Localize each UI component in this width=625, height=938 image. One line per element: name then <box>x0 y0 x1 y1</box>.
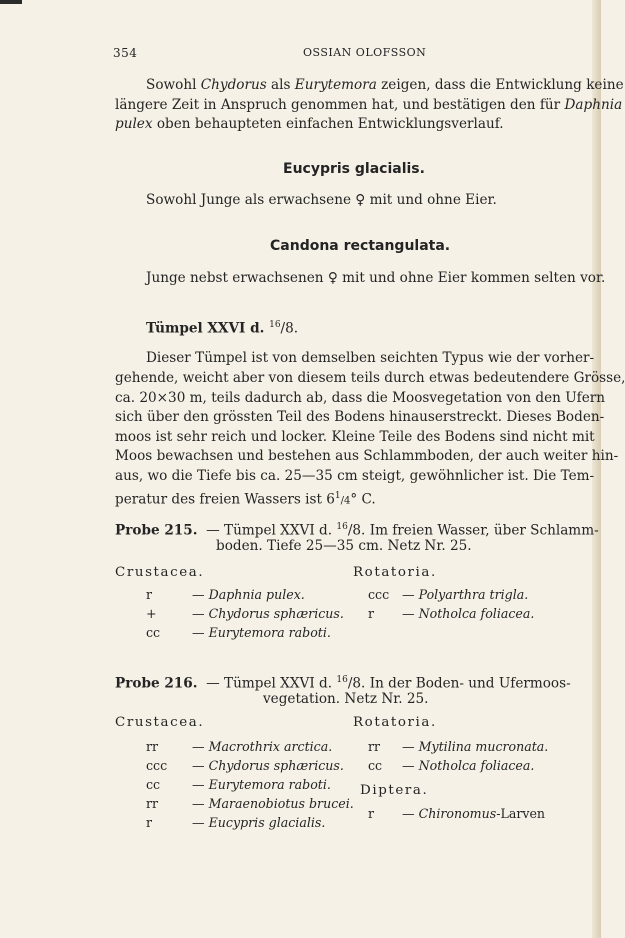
intro-line-3: pulex oben behaupteten einfachen Entwicklungsverlauf. <box>115 116 504 132</box>
list-item: rr — Macrothrix arctica. <box>146 739 333 754</box>
probe-216-diptera-title: Diptera. <box>360 783 429 798</box>
probe-216-line-2: vegetation. Netz Nr. 25. <box>263 691 429 707</box>
probe-215-crustacea-title: Crustacea. <box>115 565 205 580</box>
probe-216-diptera-item: r — Chironomus-Larven <box>368 806 546 821</box>
list-item: r — Daphnia pulex. <box>146 587 305 602</box>
species-heading-candona: Candona rectangulata. <box>270 238 451 254</box>
list-item: cc — Notholca foliacea. <box>368 758 535 773</box>
list-item: cc — Eurytemora raboti. <box>146 777 331 792</box>
eucypris-text: Sowohl Junge als erwachsene ♀ mit und ohne Eier. <box>146 192 497 208</box>
tumpel-text-line-3: ca. 20×30 m, teils dadurch ab, dass die Moosvegetation von den Ufern <box>115 390 606 406</box>
probe-216-crustacea-list <box>146 737 354 832</box>
list-item: r — Notholca foliacea. <box>368 606 535 621</box>
intro-line-1: Sowohl Chydorus als Eurytemora zeigen, dass die Entwicklung keine <box>146 77 624 93</box>
probe-215-line-1: Probe 215. — Tümpel XXVI d. $^{16}$/8. Im freien Wasser, über Schlamm- <box>115 522 599 539</box>
tumpel-text-line-2: gehende, weicht aber von diesem teils durch etwas bedeutendere Grösse, <box>115 370 625 386</box>
probe-215-rotatoria-title: Rotatoria. <box>353 565 437 580</box>
probe-216-crustacea-title: Crustacea. <box>115 715 205 730</box>
tumpel-heading: Tümpel XXVI d. $^{16}$/8. <box>146 320 299 337</box>
list-item: + — Chydorus sphæricus. <box>146 606 344 621</box>
probe-216-rotatoria-list <box>368 737 548 775</box>
tumpel-text-line-4: sich über den grössten Teil des Bodens hinauserstreckt. Dieses Boden- <box>115 409 605 425</box>
list-item: rr — Mytilina mucronata. <box>368 739 549 754</box>
list-item: ccc — Polyarthra trigla. <box>368 587 529 602</box>
list-item: cc — Eurytemora raboti. <box>146 625 331 640</box>
running-title: OSSIAN OLOFSSON <box>303 46 427 59</box>
tumpel-text-line-6: Moos bewachsen und bestehen aus Schlammboden, der auch weiter hin- <box>115 448 619 464</box>
list-item: ccc — Chydorus sphæricus. <box>146 758 344 773</box>
probe-216-rotatoria-title: Rotatoria. <box>353 715 437 730</box>
list-item: rr — Maraenobiotus brucei. <box>146 796 354 811</box>
top-edge-mark <box>0 0 22 4</box>
probe-215-line-2: boden. Tiefe 25—35 cm. Netz Nr. 25. <box>216 538 472 554</box>
tumpel-text-line-8: peratur des freien Wassers ist $6^1/4^\circ$ C. <box>115 491 376 508</box>
intro-line-2: längere Zeit in Anspruch genommen hat, und bestätigen den für Daphnia <box>115 97 623 113</box>
probe-215-crustacea-list <box>146 585 344 642</box>
probe-216-line-1: Probe 216. — Tümpel XXVI d. $^{16}$/8. In der Boden- und Ufermoos- <box>115 675 571 692</box>
tumpel-text-line-7: aus, wo die Tiefe bis ca. 25—35 cm steigt, gewöhnlicher ist. Die Tem- <box>115 468 595 484</box>
tumpel-text-line-5: moos ist sehr reich und locker. Kleine Teile des Bodens sind nicht mit <box>115 429 595 445</box>
tumpel-text-line-1: Dieser Tümpel ist von demselben seichten Typus wie der vorher- <box>146 350 595 366</box>
list-item: r — Eucypris glacialis. <box>146 815 326 830</box>
candona-text: Junge nebst erwachsenen ♀ mit und ohne Eier kommen selten vor. <box>146 270 606 286</box>
species-heading-eucypris: Eucypris glacialis. <box>283 161 425 177</box>
page-number: 354 <box>113 46 138 60</box>
probe-215-rotatoria-list <box>368 585 534 623</box>
